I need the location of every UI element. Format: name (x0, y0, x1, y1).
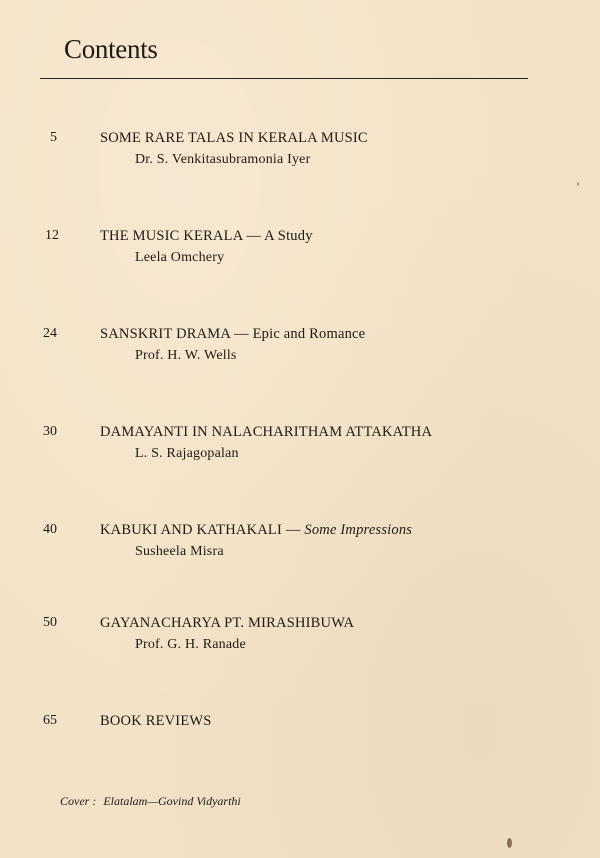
cover-credit (60, 794, 241, 809)
article-author: Dr. S. Venkitasubramonia Iyer (135, 152, 311, 167)
article-author: Prof. G. H. Ranade (135, 637, 246, 652)
article-title (100, 522, 412, 539)
article-title (100, 326, 365, 343)
page-number: 50 (43, 615, 57, 630)
article-title-text: THE MUSIC KERALA — A Study (100, 228, 313, 244)
article-title-text: BOOK REVIEWS (100, 713, 212, 729)
article-title-text: GAYANACHARYA PT. MIRASHIBUWA (100, 615, 355, 631)
article-author: L. S. Rajagopalan (135, 446, 239, 461)
page-number: 65 (43, 713, 57, 728)
page-number: 40 (43, 522, 57, 537)
article-title-text: SANSKRIT DRAMA — Epic and Romance (100, 326, 366, 342)
title-divider (40, 78, 528, 79)
page-number: 30 (43, 424, 57, 439)
article-subtitle: Some Impressions (304, 522, 413, 538)
cover-label: Cover : (60, 794, 97, 808)
cover-text: Elatalam—Govind Vidyarthi (103, 794, 241, 808)
article-title-text: KABUKI AND KATHAKALI — (100, 522, 305, 538)
page-number: 24 (43, 326, 57, 341)
article-author: Susheela Misra (135, 544, 224, 559)
article-title (100, 130, 368, 147)
article-title (100, 228, 313, 245)
article-author: Leela Omchery (135, 250, 225, 265)
article-title (100, 713, 212, 730)
article-title (100, 424, 432, 441)
page-number: 5 (50, 130, 57, 145)
article-title (100, 615, 354, 632)
page-title: Contents (64, 34, 158, 64)
article-title-text: DAMAYANTI IN NALACHARITHAM ATTAKATHA (100, 424, 433, 440)
article-title-text: SOME RARE TALAS IN KERALA MUSIC (100, 130, 368, 146)
article-author: Prof. H. W. Wells (135, 348, 237, 363)
paper-speck (577, 182, 579, 186)
page-number: 12 (45, 228, 59, 243)
paper-speck (507, 838, 512, 848)
